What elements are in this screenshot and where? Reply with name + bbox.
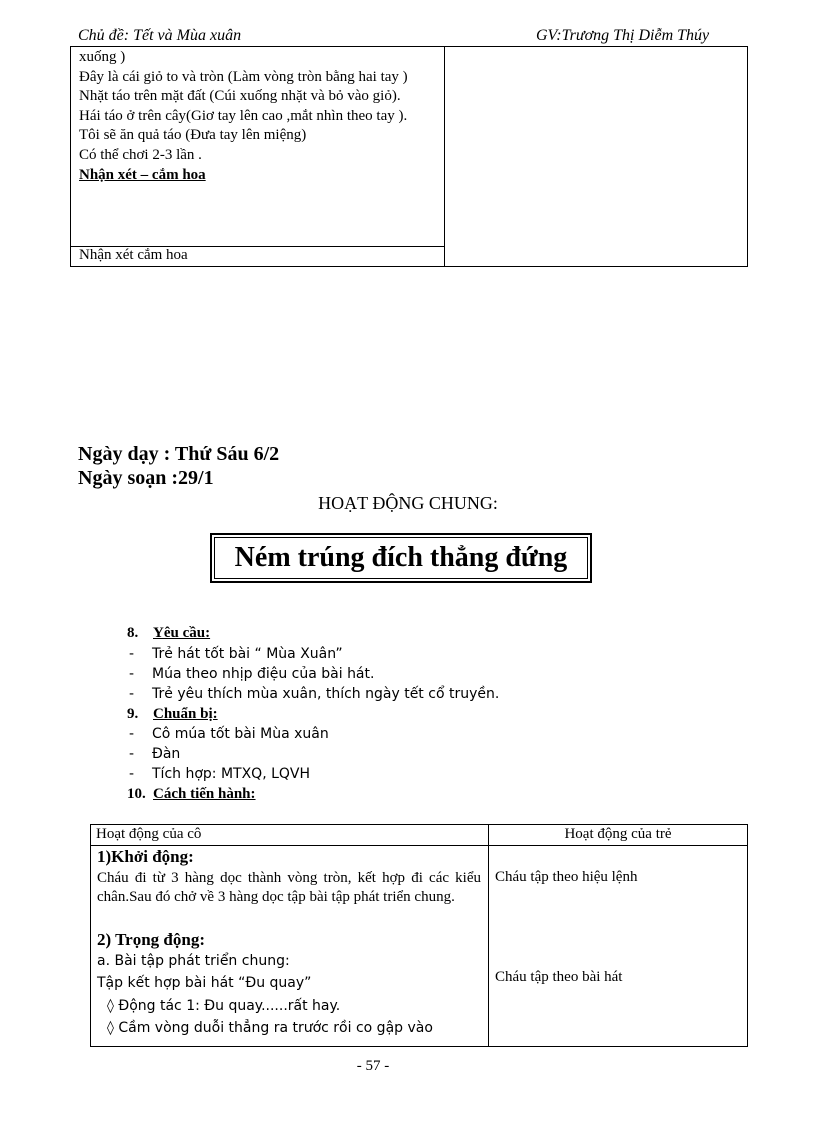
prep-date: Ngày soạn :29/1: [78, 467, 214, 489]
child-activity-1: Cháu tập theo hiệu lệnh: [495, 869, 638, 885]
column-header-child: Hoạt động của trẻ: [564, 826, 672, 842]
bullet-dash: -: [129, 686, 135, 702]
section-label: Cách tiến hành:: [153, 786, 256, 802]
table-column-divider: [444, 46, 445, 266]
warmup-text: Cháu đi từ 3 hàng dọc thành vòng tròn, kết hợp đi các kiểu chân.Sau đó chở về 3 hàng dọc tập bài tập phát triển chung.: [97, 870, 481, 905]
continued-table: [70, 46, 748, 267]
table-header-divider: [91, 845, 747, 846]
movement-1: ◊ Động tác 1: Đu quay......rất hay.: [107, 998, 341, 1014]
section-number: 9.: [127, 706, 139, 722]
child-activity-2: Cháu tập theo bài hát: [495, 969, 623, 985]
lesson-title: Ném trúng đích thẳng đứng: [214, 537, 588, 579]
list-item: - Trẻ hát tốt bài “ Mùa Xuân”: [129, 646, 343, 662]
list-item: - Cô múa tốt bài Mùa xuân: [129, 726, 329, 742]
lesson-title-box: [210, 533, 592, 583]
table-line: Đây là cái giỏ to và tròn (Làm vòng tròn bằng hai tay ): [79, 68, 408, 85]
header-teacher: GV:Trương Thị Diễm Thúy: [536, 27, 710, 44]
bullet-dash: -: [129, 726, 135, 742]
teach-date: Ngày dạy : Thứ Sáu 6/2: [78, 443, 280, 465]
exercise-a: a. Bài tập phát triển chung:: [97, 953, 290, 969]
review-heading: Nhận xét – cắm hoa: [79, 166, 206, 183]
warmup-heading: 1)Khởi động:: [97, 847, 194, 866]
table-left-cell: [79, 48, 436, 185]
header-topic: Chủ đề: Tết và Mùa xuân: [78, 27, 242, 44]
section-preparation: [127, 706, 218, 723]
section-label: Chuẩn bị:: [153, 706, 218, 722]
page-number: - 57 -: [356, 1058, 390, 1074]
review-text: Nhận xét cắm hoa: [79, 247, 188, 263]
movement-2: ◊ Cầm vòng duỗi thẳng ra trước rồi co gập vào: [107, 1020, 433, 1036]
list-item: - Trẻ yêu thích mùa xuân, thích ngày tết cổ truyền.: [129, 686, 500, 702]
column-header-teacher: Hoạt động của cô: [96, 826, 202, 842]
bullet-dash: -: [129, 746, 135, 762]
table-line: xuống ): [79, 49, 126, 65]
table-line: Hái táo ở trên cây(Giơ tay lên cao ,mắt nhìn theo tay ).: [79, 107, 408, 124]
activity-type: HOẠT ĐỘNG CHUNG:: [318, 493, 498, 513]
list-item: - Đàn: [129, 746, 181, 762]
bullet-dash: -: [129, 766, 135, 782]
section-requirements: [127, 625, 210, 642]
main-heading: 2) Trọng động:: [97, 930, 206, 949]
section-label: Yêu cầu:: [153, 625, 211, 641]
list-item: - Tích hợp: MTXQ, LQVH: [129, 766, 311, 782]
list-item: - Múa theo nhịp điệu của bài hát.: [129, 666, 375, 682]
table-line: Tôi sẽ ăn quả táo (Đưa tay lên miệng): [79, 127, 307, 144]
section-procedure: [127, 786, 256, 803]
bullet-dash: -: [129, 666, 135, 682]
song-line: Tập kết hợp bài hát “Đu quay”: [97, 975, 312, 991]
table-line: Có thể chơi 2-3 lần .: [79, 146, 202, 163]
section-number: 8.: [127, 625, 139, 641]
section-number: 10.: [127, 786, 146, 802]
procedure-table: [90, 824, 748, 1047]
table-line: Nhặt táo trên mặt đất (Cúi xuống nhặt và bỏ vào giỏ).: [79, 88, 401, 105]
bullet-dash: -: [129, 646, 135, 662]
